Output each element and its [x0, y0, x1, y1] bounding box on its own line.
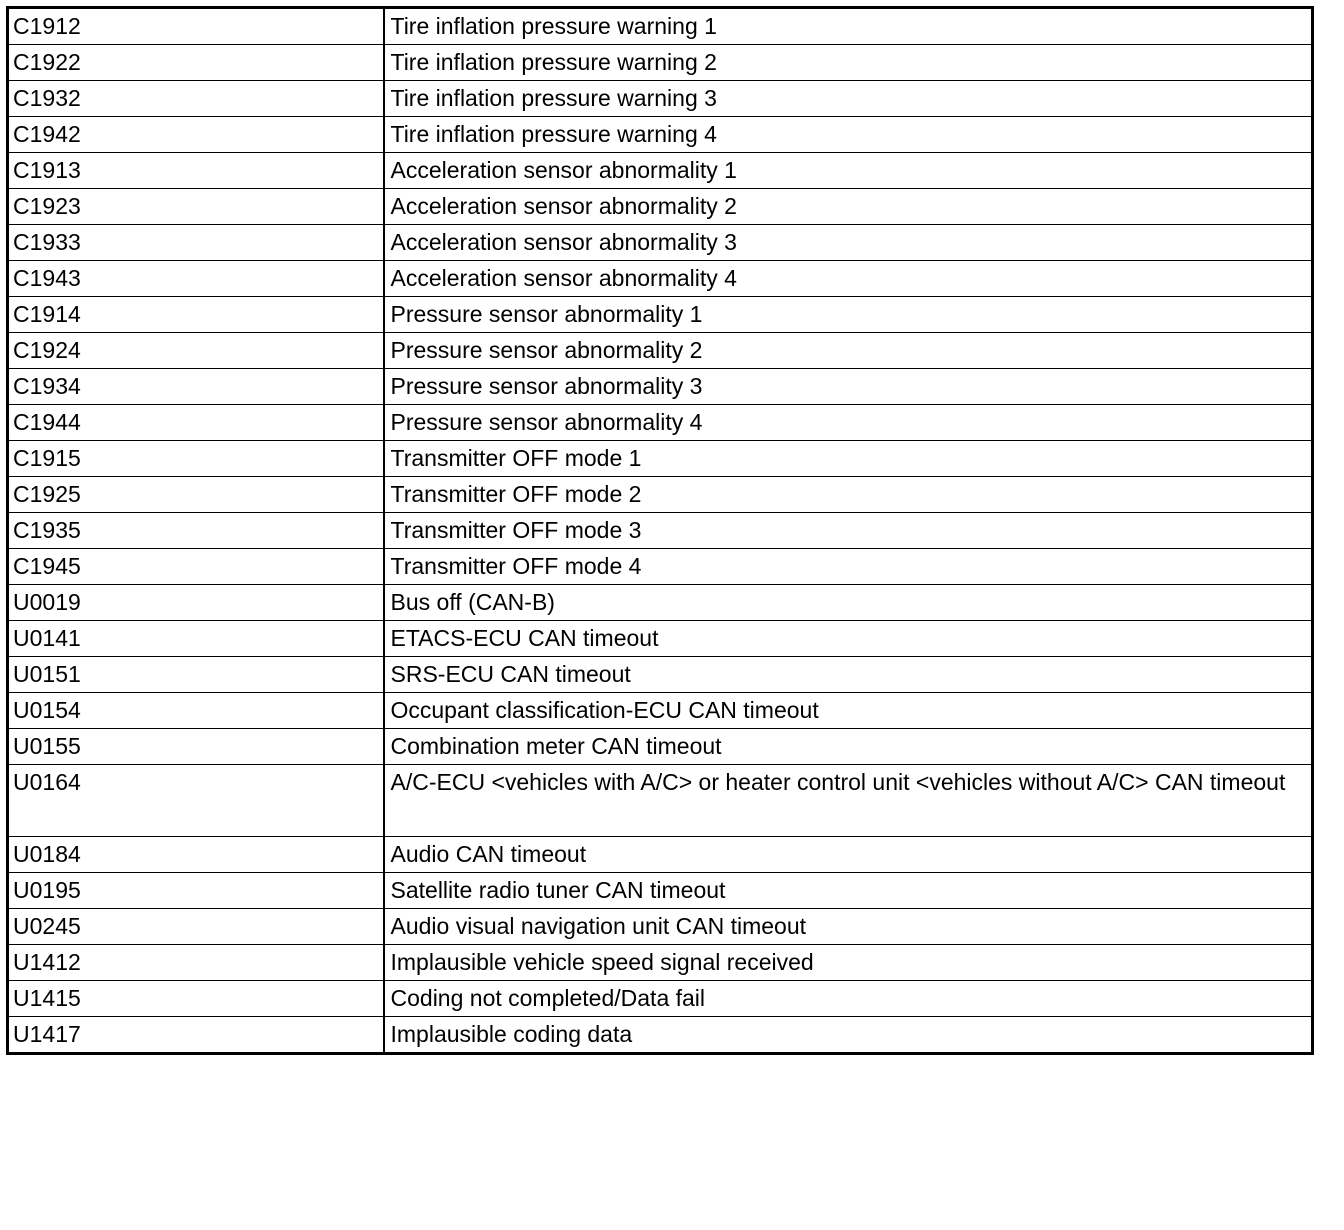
table-row: [8, 549, 1313, 585]
table-row: [8, 405, 1313, 441]
dtc-description-cell: Satellite radio tuner CAN timeout: [384, 873, 1313, 909]
table-row: [8, 657, 1313, 693]
table-row: [8, 945, 1313, 981]
dtc-description-cell: Transmitter OFF mode 2: [384, 477, 1313, 513]
dtc-code-cell: U0154: [8, 693, 384, 729]
dtc-table-body: [8, 8, 1313, 1054]
table-row: [8, 117, 1313, 153]
dtc-description-cell: Acceleration sensor abnormality 2: [384, 189, 1313, 225]
table-row: [8, 441, 1313, 477]
dtc-description-cell: Tire inflation pressure warning 3: [384, 81, 1313, 117]
table-row: [8, 477, 1313, 513]
dtc-code-cell: C1925: [8, 477, 384, 513]
dtc-description-cell: Audio visual navigation unit CAN timeout: [384, 909, 1313, 945]
table-row: [8, 153, 1313, 189]
table-row: [8, 729, 1313, 765]
dtc-code-cell: C1935: [8, 513, 384, 549]
table-row: [8, 981, 1313, 1017]
dtc-code-cell: C1942: [8, 117, 384, 153]
dtc-code-cell: C1912: [8, 8, 384, 45]
dtc-description-cell: Acceleration sensor abnormality 4: [384, 261, 1313, 297]
table-row: [8, 297, 1313, 333]
dtc-code-cell: U0155: [8, 729, 384, 765]
dtc-description-cell: Pressure sensor abnormality 1: [384, 297, 1313, 333]
table-row: [8, 909, 1313, 945]
dtc-description-cell: Tire inflation pressure warning 2: [384, 45, 1313, 81]
table-row: [8, 765, 1313, 837]
dtc-code-cell: C1922: [8, 45, 384, 81]
dtc-code-cell: U1417: [8, 1017, 384, 1054]
dtc-description-cell: SRS-ECU CAN timeout: [384, 657, 1313, 693]
table-row: [8, 369, 1313, 405]
table-row: [8, 873, 1313, 909]
dtc-description-cell: Pressure sensor abnormality 4: [384, 405, 1313, 441]
dtc-code-cell: C1944: [8, 405, 384, 441]
dtc-code-cell: U0195: [8, 873, 384, 909]
dtc-description-cell: Transmitter OFF mode 4: [384, 549, 1313, 585]
dtc-description-cell: Combination meter CAN timeout: [384, 729, 1313, 765]
dtc-code-cell: C1945: [8, 549, 384, 585]
dtc-code-cell: U0141: [8, 621, 384, 657]
dtc-code-cell: C1932: [8, 81, 384, 117]
dtc-code-cell: U0019: [8, 585, 384, 621]
dtc-code-cell: U0184: [8, 837, 384, 873]
dtc-code-cell: U0245: [8, 909, 384, 945]
dtc-code-cell: U0151: [8, 657, 384, 693]
table-row: [8, 333, 1313, 369]
dtc-code-cell: C1915: [8, 441, 384, 477]
dtc-description-cell: Occupant classification-ECU CAN timeout: [384, 693, 1313, 729]
dtc-description-cell: ETACS-ECU CAN timeout: [384, 621, 1313, 657]
dtc-description-cell: Audio CAN timeout: [384, 837, 1313, 873]
dtc-code-cell: C1924: [8, 333, 384, 369]
table-row: [8, 81, 1313, 117]
dtc-code-cell: C1943: [8, 261, 384, 297]
table-row: [8, 585, 1313, 621]
dtc-description-cell: Acceleration sensor abnormality 3: [384, 225, 1313, 261]
dtc-code-cell: C1934: [8, 369, 384, 405]
dtc-description-cell: Pressure sensor abnormality 2: [384, 333, 1313, 369]
dtc-description-cell: Coding not completed/Data fail: [384, 981, 1313, 1017]
dtc-description-cell: Pressure sensor abnormality 3: [384, 369, 1313, 405]
dtc-description-cell: Tire inflation pressure warning 1: [384, 8, 1313, 45]
dtc-code-cell: U1415: [8, 981, 384, 1017]
dtc-code-cell: C1933: [8, 225, 384, 261]
dtc-code-cell: C1913: [8, 153, 384, 189]
dtc-code-cell: U0164: [8, 765, 384, 837]
dtc-code-cell: C1923: [8, 189, 384, 225]
table-row: [8, 45, 1313, 81]
table-row: [8, 693, 1313, 729]
dtc-description-cell: Tire inflation pressure warning 4: [384, 117, 1313, 153]
table-row: [8, 621, 1313, 657]
dtc-code-cell: U1412: [8, 945, 384, 981]
dtc-description-cell: A/C-ECU <vehicles with A/C> or heater control unit <vehicles without A/C> CAN timeout: [384, 765, 1313, 837]
table-row: [8, 837, 1313, 873]
dtc-description-cell: Implausible coding data: [384, 1017, 1313, 1054]
dtc-description-cell: Transmitter OFF mode 1: [384, 441, 1313, 477]
table-row: [8, 225, 1313, 261]
dtc-code-cell: C1914: [8, 297, 384, 333]
table-row: [8, 8, 1313, 45]
dtc-table: [6, 6, 1314, 1055]
dtc-description-cell: Bus off (CAN-B): [384, 585, 1313, 621]
table-row: [8, 1017, 1313, 1054]
table-row: [8, 513, 1313, 549]
dtc-description-cell: Acceleration sensor abnormality 1: [384, 153, 1313, 189]
table-row: [8, 261, 1313, 297]
dtc-description-cell: Implausible vehicle speed signal received: [384, 945, 1313, 981]
table-row: [8, 189, 1313, 225]
dtc-description-cell: Transmitter OFF mode 3: [384, 513, 1313, 549]
